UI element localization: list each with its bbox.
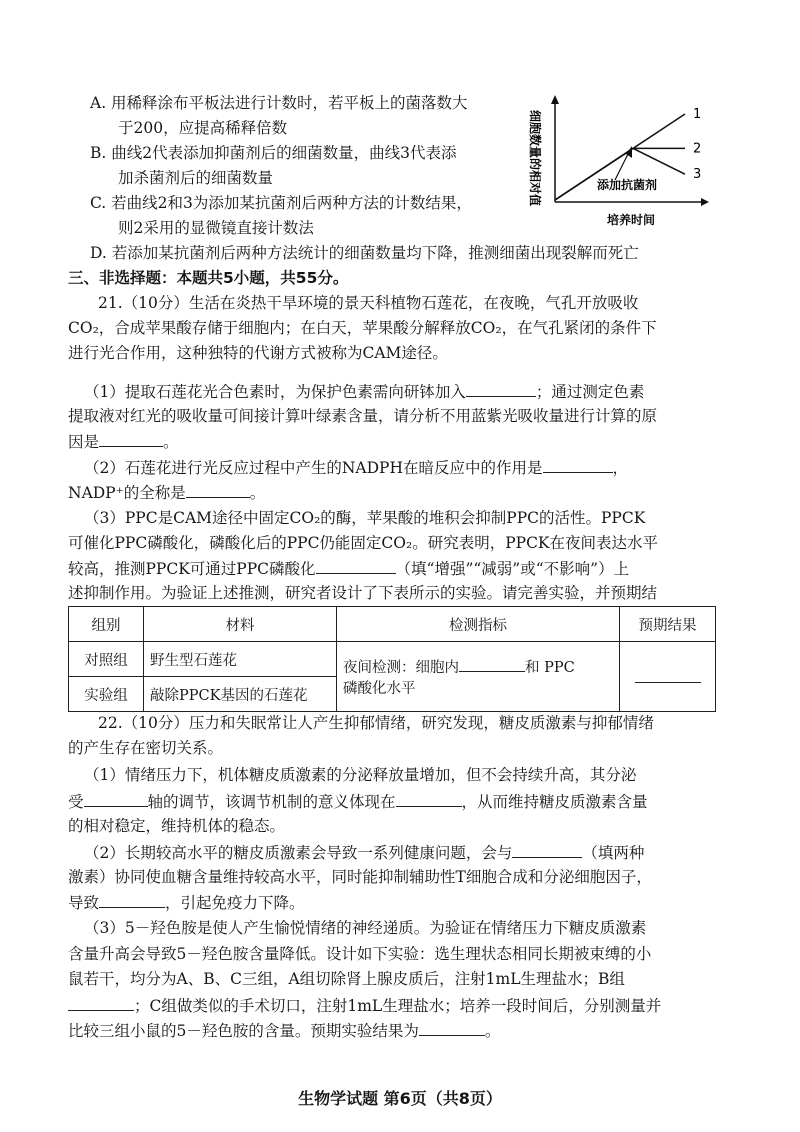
table-answer-blank-result[interactable] (635, 666, 701, 683)
q21-p3-text-c: 较高，推测PPCK可通过PPC磷酸化 (68, 560, 316, 578)
y-axis-arrow-icon (551, 95, 559, 104)
q22-p1-line2 (68, 790, 648, 813)
q22-p1-line1: （1）情绪压力下，机体糖皮质激素的分泌释放量增加，但不会持续升高，其分泌 (84, 766, 637, 784)
q22-p3-line4 (68, 994, 661, 1017)
q21-p1-line3 (68, 430, 179, 453)
table-header-cell: 检测指标 (337, 607, 620, 642)
section-heading: 三、非选择题：本题共5小题，共55分。 (68, 269, 349, 287)
q21-p2-line1 (84, 456, 628, 479)
q21-line2: CO₂，合成苹果酸存储于细胞内；在白天，苹果酸分解释放CO₂，在气孔紧闭的条件下 (68, 319, 657, 337)
option-b-line1: B. 曲线2代表添加抑菌剂后的细菌数量，曲线3代表添 (90, 144, 457, 162)
q22-answer-blank-4[interactable] (99, 891, 165, 908)
period-mark: 。 (484, 1022, 501, 1040)
q21-p3-line4: 述抑制作用。为验证上述推测，研究者设计了下表所示的实验。请完善实验，并预期结 (68, 584, 658, 602)
q21-p1-line2: 提取液对红光的吸收量可间接计算叶绿素含量，请分析不用蓝紫光吸收量进行计算的原 (68, 407, 658, 425)
q22-p2-line3 (68, 891, 305, 914)
material-cell: 野生型石莲花 (144, 642, 337, 677)
table-row (69, 642, 716, 677)
option-d-line1: D. 若添加某抗菌剂后两种方法统计的细菌数量均下降，推测细菌出现裂解而死亡 (90, 244, 639, 262)
q22-line2: 的产生存在密切关系。 (68, 739, 224, 757)
annotation-label: 添加抗菌剂 (597, 178, 658, 192)
y-axis-label: 细胞数量的相对值 (528, 110, 542, 207)
table-answer-blank-indicator[interactable] (459, 655, 525, 672)
q21-answer-blank-1[interactable] (466, 380, 536, 397)
series-label-2: 2 (693, 141, 702, 157)
indicator-text-a: 夜间检测：细胞内 (343, 660, 459, 676)
table-header-cell: 材料 (144, 607, 337, 642)
option-a-line2: 于200，应提高稀释倍数 (118, 119, 288, 137)
indicator-cell (337, 642, 620, 712)
series-label-3: 3 (693, 167, 702, 183)
table-header-cell: 预期结果 (620, 607, 716, 642)
q22-answer-blank-5[interactable] (68, 994, 134, 1011)
material-cell: 敲除PPCK基因的石莲花 (144, 677, 337, 712)
q22-p3-line3: 鼠若干，均分为A、B、C三组，A组切除肾上腺皮质后，注射1mL生理盐水；B组 (68, 970, 625, 988)
q22-answer-blank-3[interactable] (512, 841, 582, 858)
comma-mark: ， (612, 459, 629, 477)
indicator-text-b: 和 PPC (525, 660, 575, 676)
x-axis-label: 培养时间 (607, 213, 656, 227)
q21-p1-text-d: 因是 (68, 433, 100, 451)
q22-answer-blank-1[interactable] (84, 790, 148, 807)
q22-p2-text-d: 导致 (68, 894, 100, 912)
q21-p2-line2 (68, 481, 265, 504)
expected-result-cell (620, 642, 716, 712)
period-mark: 。 (163, 433, 179, 451)
table-header-cell: 组别 (69, 607, 144, 642)
q21-p1-text-b: ；通过测定色素 (535, 383, 645, 401)
q21-answer-blank-5[interactable] (316, 557, 396, 574)
experiment-table (68, 606, 716, 712)
option-a-line1: A. 用稀释涂布平板法进行计数时，若平板上的菌落数大 (90, 94, 468, 112)
q22-p3-line5 (68, 1019, 500, 1042)
q22-p2-text-e: ，引起免疫力下降。 (165, 894, 305, 912)
q22-p2-text-a: （2）长期较高水平的糖皮质激素会导致一系列健康问题，会与 (84, 844, 513, 862)
q21-answer-blank-2[interactable] (99, 430, 163, 447)
q21-line3: 进行光合作用，这种独特的代谢方式被称为CAM途径。 (68, 344, 448, 362)
q21-p2-text-b: NADP⁺的全称是 (68, 484, 186, 502)
q22-p2-line2: 激素）协同使血糖含量维持较高水平，同时能抑制辅助性T细胞合成和分泌细胞因子， (68, 868, 652, 886)
q22-p3-text-d: ；C组做类似的手术切口，注射1mL生理盐水；培养一段时间后，分别测量并 (134, 997, 662, 1015)
page-footer: 生物学试题 第6页（共8页） (298, 1089, 502, 1108)
q22-answer-blank-6[interactable] (419, 1019, 485, 1036)
group-cell: 实验组 (69, 677, 144, 712)
q22-line1: 22.（10分）压力和失眠常让人产生抑郁情绪，研究发现，糖皮质激素与抑郁情绪 (98, 714, 654, 732)
series-line-3 (555, 148, 685, 200)
q22-p1-text-c: 轴的调节，该调节机制的意义体现在 (147, 793, 396, 811)
q22-p2-line1 (84, 841, 644, 864)
q21-answer-blank-3[interactable] (543, 456, 613, 473)
table-header-row (69, 607, 716, 642)
q21-line1: 21.（10分）生活在炎热干旱环境的景天科植物石莲花，在夜晚，气孔开放吸收 (98, 294, 639, 312)
q21-p3-line1: （3）PPC是CAM途径中固定CO₂的酶，苹果酸的堆积会抑制PPC的活性。PPCK (84, 509, 646, 527)
indicator-text-c: 磷酸化水平 (343, 681, 416, 697)
series-label-1: 1 (693, 107, 702, 122)
q22-p1-text-b: 受 (68, 793, 84, 811)
q22-p3-text-e: 比较三组小鼠的5－羟色胺的含量。预期实验结果为 (68, 1022, 419, 1040)
q21-p3-text-d: （填“增强”“减弱”或“不影响”）上 (395, 560, 630, 578)
q22-p3-line2: 含量升高会导致5－羟色胺含量降低。设计如下实验：选生理状态相同长期被束缚的小 (68, 945, 652, 963)
q22-p1-text-d: ，从而维持糖皮质激素含量 (461, 793, 648, 811)
q22-p2-text-b: （填两种 (582, 844, 645, 862)
q21-p2-text-a: （2）石莲花进行光反应过程中产生的NADPH在暗反应中的作用是 (84, 459, 543, 477)
option-c-line2: 则2采用的显微镜直接计数法 (118, 219, 314, 237)
option-c-line1: C. 若曲线2和3为添加某抗菌剂后两种方法的计数结果， (90, 194, 472, 212)
q21-p1-line1 (84, 380, 644, 403)
q22-p1-line3: 的相对稳定，维持机体的稳态。 (68, 817, 286, 835)
q22-answer-blank-2[interactable] (396, 790, 462, 807)
q21-p3-line2: 可催化PPC磷酸化，磷酸化后的PPC仍能固定CO₂。研究表明，PPCK在夜间表达水平 (68, 534, 659, 552)
q21-p1-text-a: （1）提取石莲花光合色素时，为保护色素需向研钵加入 (84, 383, 466, 401)
option-b-line2: 加杀菌剂后的细菌数量 (118, 169, 274, 187)
period-mark: 。 (249, 484, 266, 502)
bacteria-growth-chart (515, 92, 715, 232)
q21-p3-line3 (68, 557, 629, 580)
x-axis-arrow-icon (701, 198, 709, 206)
group-cell: 对照组 (69, 642, 144, 677)
q22-p3-line1: （3）5－羟色胺是使人产生愉悦情绪的神经递质。为验证在情绪压力下糖皮质激素 (84, 919, 647, 937)
series-label-layer (693, 107, 701, 182)
q21-answer-blank-4[interactable] (186, 481, 250, 498)
